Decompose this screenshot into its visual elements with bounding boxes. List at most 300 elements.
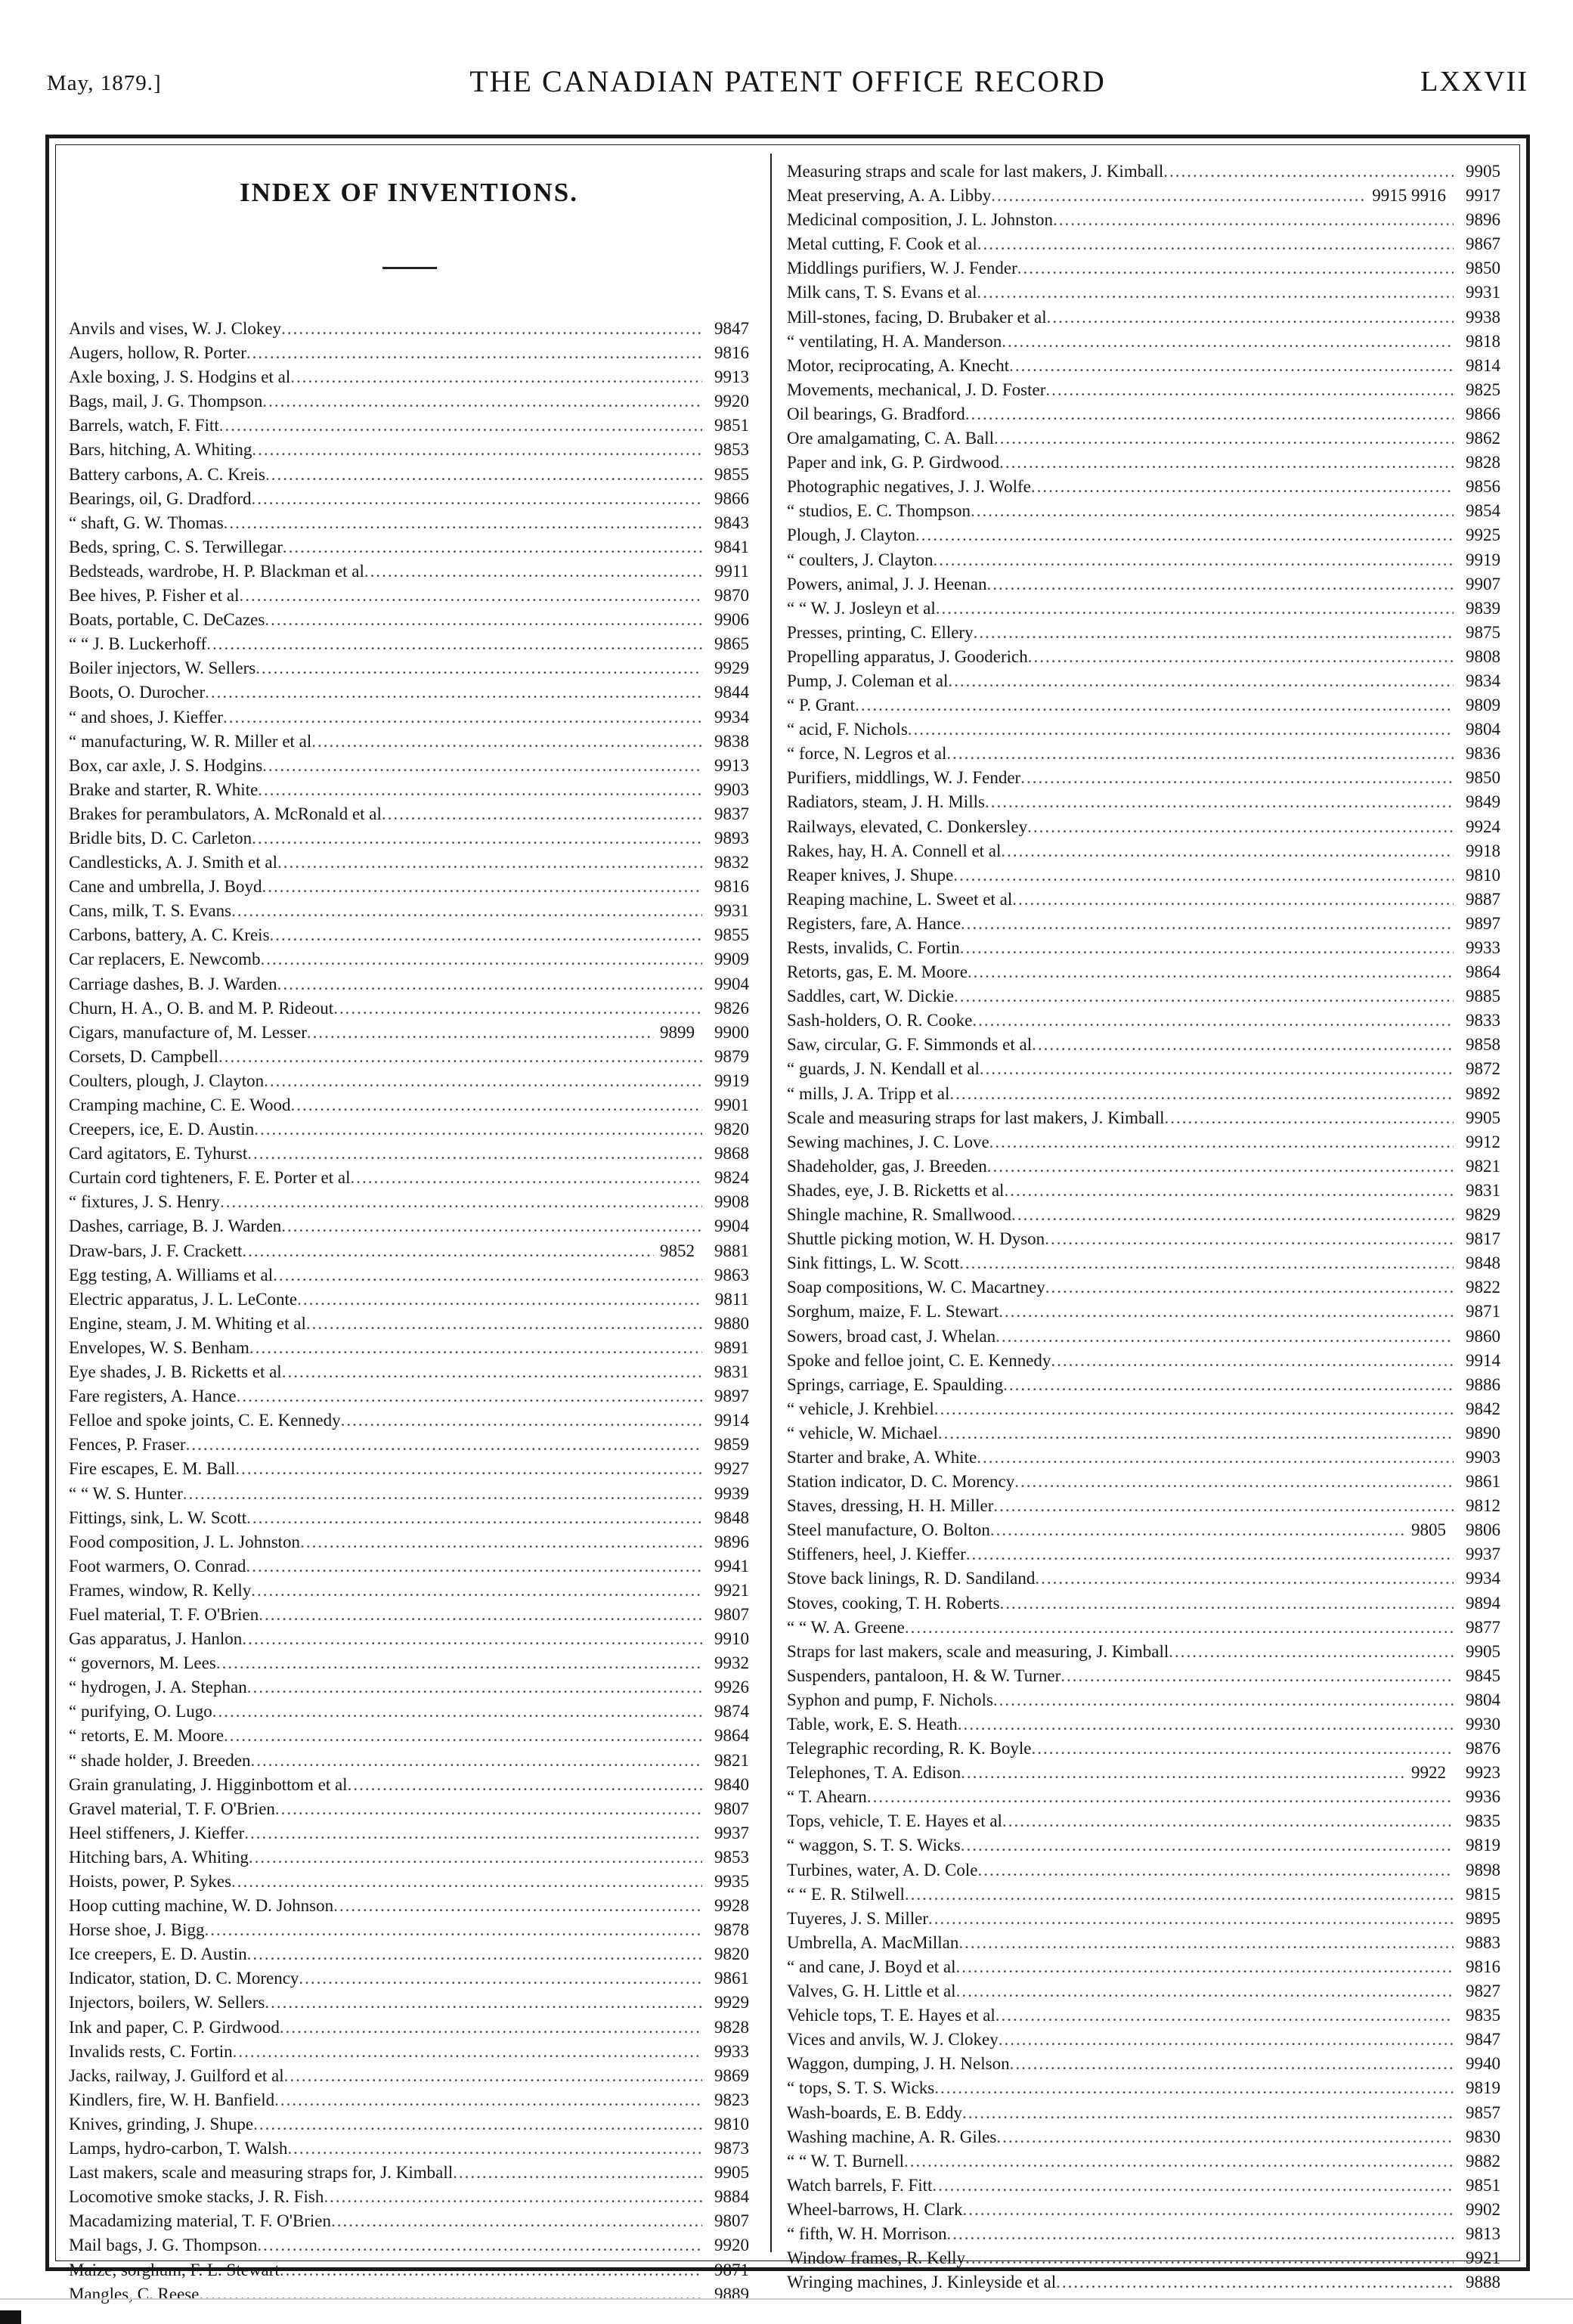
entry-patent-number: 9912 (1466, 1132, 1500, 1151)
index-entry (787, 2149, 1500, 2174)
entry-patent-number: 9937 (714, 1823, 749, 1842)
index-entry (787, 2198, 1500, 2222)
leader-dots (199, 2282, 702, 2307)
leader-dots (205, 1918, 702, 1942)
entry-subject: Suspenders, pantaloon, H. & W. Turner (787, 1666, 1061, 1685)
entry-patent-number: 9815 (1466, 1884, 1500, 1904)
index-entry (69, 1408, 749, 1433)
entry-patent-number: 9896 (714, 1532, 749, 1551)
index-entry (787, 1275, 1500, 1300)
entry-subject: Rakes, hay, H. A. Connell et al (787, 841, 1002, 860)
entry-patent-number: 9909 (714, 950, 749, 969)
leader-dots (223, 705, 702, 730)
leader-dots (224, 511, 702, 535)
leader-dots (948, 669, 1454, 693)
leader-dots (961, 912, 1454, 936)
index-entry (787, 2101, 1500, 2125)
entry-patent-number: 9855 (714, 464, 749, 484)
index-entry (787, 1518, 1500, 1542)
leader-dots (1035, 1566, 1454, 1591)
leader-dots (262, 389, 702, 414)
entry-patent-number: 9807 (714, 2211, 749, 2231)
leader-dots (972, 1009, 1454, 1033)
entry-subject: Car replacers, E. Newcomb (69, 950, 261, 969)
entry-subject: “ “ W. J. Josleyn et al (787, 598, 936, 618)
entry-patent-number: 9838 (714, 731, 749, 751)
entry-patent-number: 9861 (1466, 1472, 1500, 1492)
leader-dots (949, 1082, 1454, 1106)
index-entry (787, 208, 1500, 232)
leader-dots (244, 1821, 702, 1845)
entry-patent-number: 9806 (1466, 1520, 1500, 1540)
leader-dots (291, 1093, 703, 1117)
entry-subject: Medicinal composition, J. L. Johnston (787, 210, 1054, 230)
index-entry (787, 1737, 1500, 1761)
index-entry (69, 1190, 749, 1214)
entry-subject: Telegraphic recording, R. K. Boyle (787, 1739, 1032, 1758)
entry-subject: Grain granulating, J. Higginbottom et al (69, 1774, 348, 1794)
entry-subject: Brake and starter, R. White (69, 779, 259, 799)
entry-patent-number: 9914 (714, 1411, 749, 1430)
leader-dots (946, 2222, 1454, 2246)
entry-patent-number: 9897 (714, 1387, 749, 1406)
index-entry (69, 1166, 749, 1190)
index-entry (69, 1651, 749, 1675)
index-entry (787, 1907, 1500, 1931)
leader-dots (928, 1907, 1454, 1931)
index-entry (69, 802, 749, 826)
index-entry (69, 2233, 749, 2257)
entry-patent-number: 9810 (714, 2114, 749, 2133)
entry-patent-number: 9907 (1466, 574, 1500, 593)
entry-patent-number: 9809 (1466, 696, 1500, 715)
leader-dots (934, 1397, 1454, 1421)
leader-dots (999, 1300, 1454, 1324)
index-entry (787, 2076, 1500, 2100)
entry-patent-number: 9884 (714, 2187, 749, 2207)
leader-dots (231, 1870, 702, 1894)
index-entry (69, 2209, 749, 2233)
entry-patent-number: 9905 (1466, 1108, 1500, 1127)
index-entry (787, 2174, 1500, 2198)
index-entry (787, 523, 1500, 547)
entry-patent-number: 9905 (714, 2163, 749, 2183)
entry-subject: Paper and ink, G. P. Girdwood (787, 453, 1000, 473)
entry-subject: Window frames, R. Kelly (787, 2248, 966, 2268)
index-entry (69, 851, 749, 875)
entry-patent-number: 9854 (1466, 501, 1500, 521)
leader-dots (186, 1433, 702, 1457)
entry-patent-number: 9833 (1466, 1011, 1500, 1030)
index-entry (69, 535, 749, 559)
leader-dots (348, 1773, 702, 1797)
leader-dots (258, 778, 702, 802)
leader-dots (249, 1336, 702, 1360)
leader-dots (252, 438, 702, 462)
index-entry (69, 1214, 749, 1238)
leader-dots (254, 1117, 702, 1142)
entry-patent-number: 9819 (1466, 2078, 1500, 2098)
index-entry (787, 1833, 1500, 1858)
entry-patent-number: 9873 (714, 2139, 749, 2158)
leader-dots (965, 2246, 1454, 2270)
entry-subject: Reaper knives, J. Shupe (787, 865, 954, 885)
index-entry (787, 863, 1500, 888)
entry-patent-number: 9927 (714, 1459, 749, 1479)
index-entry (787, 1227, 1500, 1251)
entry-patent-number: 9940 (1466, 2054, 1500, 2074)
publication-title: THE CANADIAN PATENT OFFICE RECORD (469, 64, 1106, 98)
entry-subject: “ governors, M. Lees (69, 1653, 216, 1673)
leader-dots (1020, 766, 1454, 790)
leader-dots (934, 2076, 1454, 2100)
entry-patent-number: 9853 (714, 440, 749, 460)
entry-subject: “ tops, S. T. S. Wicks (787, 2078, 935, 2098)
page-frame (45, 135, 1530, 2304)
index-entry (787, 1494, 1500, 1518)
entry-patent-number: 9926 (714, 1678, 749, 1697)
leader-dots (1017, 256, 1454, 280)
entry-patent-number: 9938 (1466, 307, 1500, 327)
entry-subject: Eye shades, J. B. Ricketts et al (69, 1362, 282, 1382)
leader-dots (991, 184, 1366, 208)
entry-subject: “ guards, J. N. Kendall et al (787, 1059, 980, 1079)
index-entry (69, 1845, 749, 1870)
index-entry (69, 414, 749, 438)
entry-patent-number: 9910 (714, 1629, 749, 1649)
leader-dots (247, 1142, 702, 1166)
index-entry (69, 1966, 749, 1991)
entry-subject: Stove back linings, R. D. Sandiland (787, 1569, 1036, 1588)
entry-patent-number: 9918 (1466, 841, 1500, 860)
leader-dots (218, 1045, 702, 1069)
index-entry (69, 389, 749, 414)
entry-subject: Railways, elevated, C. Donkersley (787, 816, 1028, 836)
leader-dots (333, 996, 702, 1021)
leader-dots (938, 1421, 1454, 1446)
index-entry (787, 596, 1500, 621)
entry-patent-number: 9902 (1466, 2199, 1500, 2219)
entry-subject: Umbrella, A. MacMillan (787, 1932, 959, 1952)
entry-subject: Stoves, cooking, T. H. Roberts (787, 1593, 1000, 1613)
leader-dots (1056, 2270, 1454, 2295)
leader-dots (265, 463, 702, 487)
entry-subject: Retorts, gas, E. M. Moore (787, 962, 968, 982)
index-entry (787, 693, 1500, 717)
leader-dots (284, 2064, 702, 2088)
index-entry (787, 1130, 1500, 1154)
index-entry (69, 1021, 749, 1045)
entry-subject: Boiler injectors, W. Sellers (69, 658, 256, 678)
entry-subject: Boots, O. Durocher (69, 683, 206, 702)
leader-dots (246, 1506, 702, 1530)
leader-dots (968, 960, 1454, 984)
entry-patent-number: 9904 (714, 974, 749, 993)
leader-dots (364, 559, 702, 584)
leader-dots (908, 717, 1454, 742)
entry-patent-number: 9886 (1466, 1374, 1500, 1394)
entry-subject: Reaping machine, L. Sweet et al (787, 889, 1013, 909)
entry-patent-number: 9866 (1466, 404, 1500, 423)
leader-dots (1012, 888, 1454, 912)
entry-subject: Stiffeners, heel, J. Kieffer (787, 1545, 966, 1564)
entry-patent-number: 9864 (1466, 962, 1500, 982)
entry-subject: Hoists, power, P. Sykes (69, 1872, 232, 1891)
index-entry (69, 1942, 749, 1966)
index-entry (69, 1069, 749, 1093)
entry-patent-number: 9924 (1466, 816, 1500, 836)
entry-subject: Food composition, J. L. Johnston (69, 1532, 301, 1551)
entry-subject: “ shade holder, J. Breeden (69, 1750, 251, 1770)
leader-dots (341, 1408, 702, 1433)
entry-subject: “ fixtures, J. S. Henry (69, 1192, 220, 1212)
entry-patent-number: 9849 (1466, 792, 1500, 812)
index-entry (69, 1287, 749, 1312)
index-entry (69, 2185, 749, 2209)
entry-subject: Envelopes, W. S. Benham (69, 1337, 249, 1357)
leader-dots (205, 680, 702, 705)
entry-patent-number: 9826 (714, 998, 749, 1018)
leader-dots (242, 1627, 702, 1651)
entry-patent-number: 9816 (714, 343, 749, 363)
leader-dots (960, 936, 1454, 960)
index-entry (787, 2246, 1500, 2270)
entry-patent-number: 9917 (1466, 186, 1500, 206)
index-entry (787, 232, 1500, 256)
leader-dots (280, 2258, 702, 2282)
entry-patent-number: 9892 (1466, 1083, 1500, 1103)
entry-subject: Cane and umbrella, J. Boyd (69, 877, 262, 897)
index-entry (69, 632, 749, 656)
entry-subject: Sorghum, maize, F. L. Stewart (787, 1302, 999, 1322)
leader-dots (247, 1942, 702, 1966)
leader-dots (1014, 1470, 1454, 1494)
entry-subject: Axle boxing, J. S. Hodgins et al (69, 367, 291, 387)
index-entry (69, 680, 749, 705)
entry-patent-number: 9825 (1466, 380, 1500, 399)
index-entry (69, 996, 749, 1021)
entry-subject: “ acid, F. Nichols (787, 720, 908, 739)
entry-subject: Creepers, ice, E. D. Austin (69, 1120, 255, 1139)
entry-subject: Box, car axle, J. S. Hodgins (69, 755, 263, 775)
entry-subject: Frames, window, R. Kelly (69, 1580, 252, 1600)
entry-patent-number: 9879 (714, 1046, 749, 1066)
index-entry (69, 1482, 749, 1506)
entry-patent-number: 9851 (1466, 2175, 1500, 2195)
index-entry (69, 2258, 749, 2282)
entry-subject: Macadamizing material, T. F. O'Brien (69, 2211, 331, 2231)
entry-patent-number: 9804 (1466, 720, 1500, 739)
entry-patent-number: 9818 (1466, 331, 1500, 351)
leader-dots (283, 535, 702, 559)
entry-subject: Movements, mechanical, J. D. Foster (787, 380, 1046, 399)
entry-patent-number: 9859 (714, 1435, 749, 1455)
leader-dots (958, 1712, 1454, 1737)
leader-dots (216, 1651, 702, 1675)
entry-subject: “ and shoes, J. Kieffer (69, 707, 223, 727)
leader-dots (1004, 1179, 1454, 1203)
entry-patent-number: 9816 (1466, 1957, 1500, 1976)
index-entry (69, 2282, 749, 2307)
index-entry (787, 717, 1500, 742)
entry-subject: Egg testing, A. Williams et al (69, 1265, 274, 1284)
entry-subject: Shuttle picking motion, W. H. Dyson (787, 1229, 1045, 1249)
index-entry (69, 899, 749, 923)
left-entry-list (69, 317, 749, 2307)
index-entry (787, 2270, 1500, 2295)
leader-dots (956, 1979, 1454, 2003)
entry-patent-number: 9890 (1466, 1423, 1500, 1442)
leader-dots (959, 1251, 1454, 1275)
index-entry (69, 1457, 749, 1481)
index-entry (787, 1616, 1500, 1640)
entry-subject: Presses, printing, C. Ellery (787, 622, 974, 642)
index-entry (787, 1033, 1500, 1057)
entry-patent-number: 9845 (1466, 1666, 1500, 1685)
leader-dots (253, 2112, 702, 2137)
entry-subject: Metal cutting, F. Cook et al (787, 234, 977, 254)
leader-dots (1032, 1033, 1454, 1057)
entry-subject: Fittings, sink, L. W. Scott (69, 1508, 247, 1527)
entry-subject: “ waggon, S. T. S. Wicks (787, 1836, 961, 1855)
index-entry (69, 2112, 749, 2137)
entry-subject: Fare registers, A. Hance (69, 1387, 237, 1406)
entry-subject: Engine, steam, J. M. Whiting et al (69, 1313, 306, 1333)
leader-dots (307, 1021, 654, 1045)
entry-subject: Station indicator, D. C. Morency (787, 1472, 1015, 1492)
entry-subject: Vehicle tops, T. E. Hayes et al (787, 2006, 996, 2025)
entry-patent-number: 9937 (1466, 1545, 1500, 1564)
entry-subject: Maize, sorghum, F. L. Stewart (69, 2260, 280, 2279)
index-entry (69, 365, 749, 389)
leader-dots (958, 1931, 1454, 1955)
entry-patent-number: 9834 (1466, 671, 1500, 690)
index-entry (69, 2161, 749, 2185)
entry-patent-number: 9869 (714, 2065, 749, 2085)
entry-patent-number: 9900 (714, 1022, 749, 1042)
index-entry (69, 1991, 749, 2015)
entry-patent-number: 9855 (714, 925, 749, 945)
entry-subject: Draw-bars, J. F. Crackett (69, 1241, 243, 1260)
index-entry (69, 2064, 749, 2088)
entry-subject: Saddles, cart, W. Dickie (787, 987, 955, 1006)
entry-patent-number: 9904 (714, 1216, 749, 1236)
index-entry (787, 645, 1500, 669)
leader-dots (331, 2209, 702, 2233)
index-entry (69, 1506, 749, 1530)
index-entry (787, 1712, 1500, 1737)
entry-subject: “ ventilating, H. A. Manderson (787, 331, 1002, 351)
entry-subject: “ hydrogen, J. A. Stephan (69, 1678, 247, 1697)
index-entry (69, 1749, 749, 1773)
entry-extra-number: 9852 (660, 1241, 695, 1260)
index-entry (69, 778, 749, 802)
entry-patent-number: 9908 (714, 1192, 749, 1212)
entry-patent-number: 9830 (1466, 2127, 1500, 2146)
entry-patent-number: 9823 (714, 2090, 749, 2109)
entry-subject: “ fifth, W. H. Morrison (787, 2223, 947, 2243)
leader-dots (1163, 160, 1454, 184)
index-entry (787, 1931, 1500, 1955)
entry-patent-number: 9857 (1466, 2102, 1500, 2122)
index-entry (787, 2003, 1500, 2028)
entry-patent-number: 9837 (714, 804, 749, 823)
entry-patent-number: 9885 (1466, 987, 1500, 1006)
entry-patent-number: 9923 (1466, 1763, 1500, 1783)
entry-subject: Purifiers, middlings, W. J. Fender (787, 768, 1021, 788)
entry-patent-number: 9921 (714, 1580, 749, 1600)
index-entry (69, 463, 749, 487)
leader-dots (1031, 1737, 1454, 1761)
index-entry (69, 1142, 749, 1166)
leader-dots (977, 232, 1454, 256)
leader-dots (247, 1675, 702, 1700)
leader-dots (936, 596, 1454, 621)
index-entry (69, 341, 749, 365)
entry-patent-number: 9913 (714, 367, 749, 387)
index-entry (69, 2088, 749, 2112)
entry-patent-number: 9829 (1466, 1205, 1500, 1225)
entry-subject: “ and cane, J. Boyd et al (787, 1957, 956, 1976)
leader-dots (270, 923, 702, 947)
entry-extra-number: 9915 9916 (1372, 186, 1446, 206)
entry-patent-number: 9847 (714, 319, 749, 338)
entry-patent-number: 9850 (1466, 768, 1500, 788)
leader-dots (961, 1833, 1454, 1858)
index-entry (787, 1106, 1500, 1130)
index-entry (69, 1724, 749, 1748)
entry-subject: Springs, carriage, E. Spaulding (787, 1374, 1004, 1394)
entry-subject: Sewing machines, J. C. Love (787, 1132, 989, 1151)
entry-patent-number: 9839 (1466, 598, 1500, 618)
entry-patent-number: 9903 (714, 779, 749, 799)
entry-patent-number: 9847 (1466, 2030, 1500, 2050)
entry-patent-number: 9874 (714, 1702, 749, 1721)
entry-patent-number: 9828 (714, 2017, 749, 2037)
entry-subject: “ mills, J. A. Tripp et al (787, 1083, 950, 1103)
index-entry (787, 1373, 1500, 1397)
leader-dots (249, 1845, 702, 1870)
entry-patent-number: 9920 (714, 2236, 749, 2255)
entry-patent-number: 9929 (714, 1993, 749, 2013)
index-entry (787, 742, 1500, 766)
entry-subject: Cans, milk, T. S. Evans (69, 901, 232, 921)
leader-dots (251, 487, 702, 511)
entry-subject: Waggon, dumping, J. H. Nelson (787, 2054, 1010, 2074)
entry-subject: Ore amalgamating, C. A. Ball (787, 429, 995, 448)
leader-dots (996, 2125, 1454, 2149)
leader-dots (382, 802, 702, 826)
entry-patent-number: 9814 (1466, 355, 1500, 375)
entry-patent-number: 9828 (1466, 453, 1500, 473)
entry-subject: “ shaft, G. W. Thomas (69, 513, 224, 532)
entry-patent-number: 9935 (714, 1872, 749, 1891)
entry-subject: Table, work, E. S. Heath (787, 1715, 958, 1734)
entry-patent-number: 9841 (714, 537, 749, 556)
issue-date: May, 1879.] (47, 71, 162, 95)
entry-subject: “ vehicle, W. Michael (787, 1423, 938, 1442)
entry-subject: Fences, P. Fraser (69, 1435, 186, 1455)
entry-patent-number: 9941 (714, 1556, 749, 1576)
index-entry (787, 1640, 1500, 1664)
index-entry (787, 280, 1500, 305)
entry-subject: Boats, portable, C. DeCazes (69, 610, 265, 630)
index-entry (787, 1979, 1500, 2003)
leader-dots (224, 1724, 702, 1748)
entry-patent-number: 9933 (714, 2041, 749, 2061)
leader-dots (252, 826, 702, 851)
index-entry (787, 839, 1500, 863)
